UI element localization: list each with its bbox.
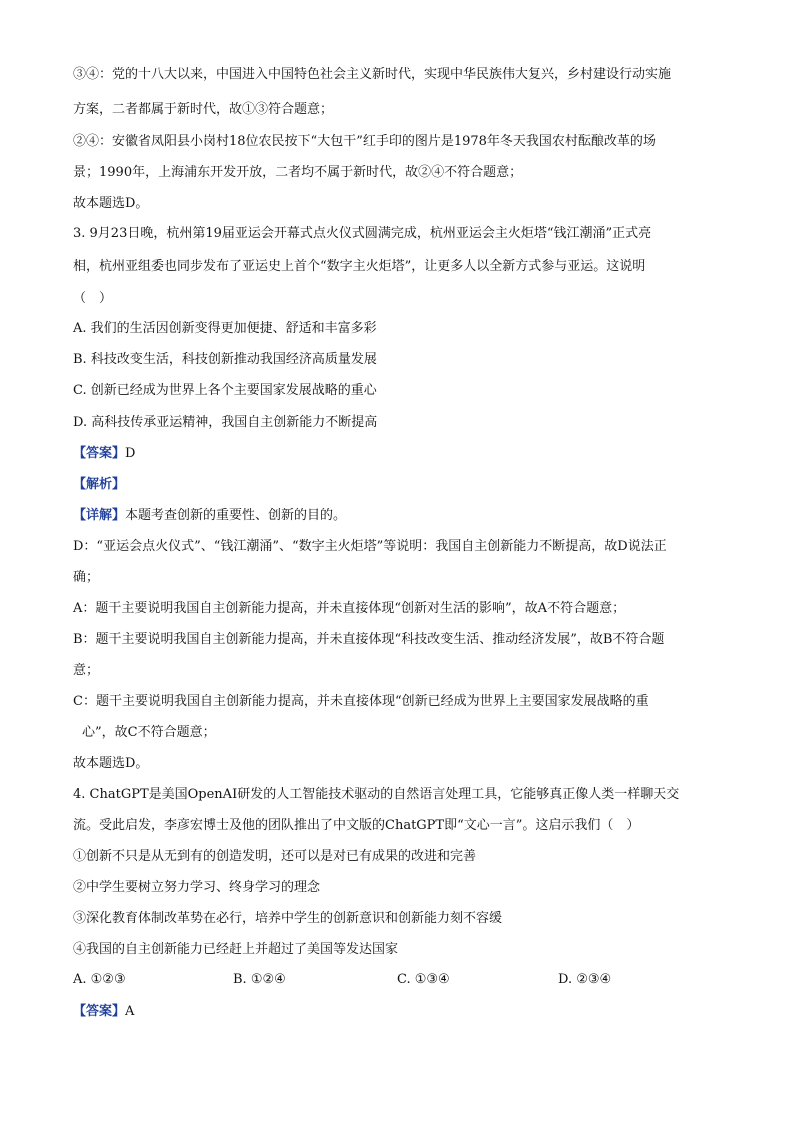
question-3-stem: 相，杭州亚组委也同步发布了亚运史上首个“数字主火炬塔”，让更多人以全新方式参与亚运。这说明 [73,259,646,274]
text-line: 故本题选D。 [73,196,149,211]
statement-item: ③深化教育体制改革势在必行，培养中学生的创新意识和创新能力刻不容缓 [73,911,503,926]
option-a: A. ①②③ [73,972,126,987]
answer-value: A [125,1004,135,1019]
statement-item: ①创新不只是从无到有的创造发明，还可以是对已有成果的改进和完善 [73,849,477,864]
text-line: ③④：党的十八大以来，中国进入中国特色社会主义新时代，实现中华民族伟大复兴，乡村建设行动实施 [73,67,672,82]
answer-line [73,445,135,463]
question-4-options [73,971,733,989]
text-line: 方案，二者都属于新时代，故①③符合题意； [73,102,334,117]
statement-item: ②中学生要树立努力学习、终身学习的理念 [73,880,321,895]
analysis-line [73,476,125,494]
explanation-line: 意； [73,663,100,678]
question-4-stem: 4. ChatGPT是美国OpenAI研发的人工智能技术驱动的自然语言处理工具，它能够真正像人类一样聊天交 [73,787,680,802]
explanation-line: 心”，故C不符合题意； [82,725,216,740]
option-d: D. 高科技传承亚运精神，我国自主创新能力不断提高 [73,415,378,430]
answer-tag: 【答案】 [73,1004,126,1019]
detail-line [73,507,346,525]
answer-tag: 【答案】 [73,446,126,461]
explanation-line: C：题干主要说明我国自主创新能力提高，并未直接体现“创新已经成为世界上主要国家发展战略的重 [73,694,649,709]
option-c: C. 创新已经成为世界上各个主要国家发展战略的重心 [73,383,377,398]
option-a: A. 我们的生活因创新变得更加便捷、舒适和丰富多彩 [73,321,377,336]
option-b: B. ①②④ [233,972,286,987]
answer-line [73,1003,134,1021]
explanation-line: B：题干主要说明我国自主创新能力提高，并未直接体现“科技改变生活、推动经济发展”，故B不符合题 [73,632,665,647]
option-b: B. 科技改变生活，科技创新推动我国经济高质量发展 [73,352,377,367]
detail-text: 本题考查创新的重要性、创新的目的。 [125,508,347,523]
question-4-stem: 流。受此启发，李彦宏博士及他的团队推出了中文版的ChatGPT即“文心一言”。这启示我们（ ） [73,818,640,833]
explanation-line: 确； [73,570,100,585]
explanation-line: A：题干主要说明我国自主创新能力提高，并未直接体现“创新对生活的影响”，故A不符合题意； [73,601,626,616]
option-c: C. ①③④ [397,972,450,987]
text-line: ②④：安徽省凤阳县小岗村18位农民按下“大包干”红手印的图片是1978年冬天我国农村酝酿改革的场 [73,134,656,149]
analysis-tag: 【解析】 [73,477,126,492]
explanation-line: D：“亚运会点火仪式”、“钱江潮涌”、“数字主火炬塔”等说明：我国自主创新能力不断提高，故D说法正 [73,539,667,554]
text-line: 景；1990年，上海浦东开发开放，二者均不属于新时代，故②④不符合题意； [73,165,523,180]
answer-value: D [125,446,136,461]
option-d: D. ②③④ [558,972,612,987]
statement-item: ④我国的自主创新能力已经赶上并超过了美国等发达国家 [73,942,399,957]
explanation-line: 故本题选D。 [73,756,149,771]
detail-tag: 【详解】 [73,508,126,523]
question-3-stem: 3. 9月23日晚，杭州第19届亚运会开幕式点火仪式圆满完成，杭州亚运会主火炬塔“钱江潮涌”正式亮 [73,226,652,241]
question-3-blank: （ ） [73,291,113,306]
